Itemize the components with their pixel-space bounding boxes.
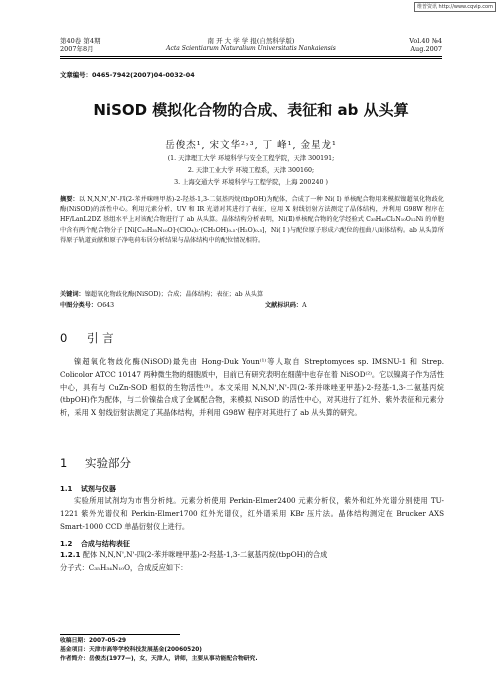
reagents-paragraph: 实验所用试剂均为市售分析纯。元素分析使用 Perkin-Elmer2400 元素分析仪，紫外和红外光谱分别使用 TU-1221 紫外光谱仪和 Perkin-Elmer1700 红外光谱仪，红外谱采用 KBr 压片法。晶体结构测定在 Brucker AXS Smart-1000 CCD 单晶衍射仪上进行。 — [60, 496, 444, 531]
header-rule — [60, 56, 442, 57]
section-experiment-heading — [60, 455, 131, 471]
footnote-fund: 基金项目：天津市高等学校科技发展基金(20060520) — [60, 647, 202, 653]
keywords-text: 镍超氧化物歧化酶(NiSOD)；合成；晶体结构；表征；ab 从头算 — [84, 291, 264, 298]
author-list: 岳俊杰¹, 宋文华²˒³, 丁 峰¹, 金星龙¹ — [165, 140, 337, 151]
section-intro-title: 引 言 — [86, 331, 114, 345]
intro-paragraph: 镍超氧化物歧化酶(NiSOD)最先由 Hong-Duk Youn⁽¹⁾等人取自 Streptomyces sp. IMSNU-1 和 Strep. Colicolor ATCC 10147 两种微生物的细胞质中，目前已有研究表明在细菌中也存在着 NiSOD⁽²⁾。它以镍离子作为活性中心，具有与 CuZn-SOD 相似的生物活性⁽³⁾。本文采用 N,N,N',N'-四(2-苯并咪唑亚甲基)-2-羟基-1,3-二氨基丙烷(tbpOH)作为配体，与二价镍盐合成了金属配合物，来模拟 NiSOD 的活性中心，对其进行了红外、紫外表征和元素分析，采用 X 射线衍射法测定了其晶体结构，并利用 G98W 程序对其进行了 ab 从头算的研究。 — [60, 357, 444, 418]
journal-title-cn: 南 开 大 学 学 报(自然科学版) — [207, 37, 295, 45]
date-en: Aug.2007 — [410, 45, 442, 53]
subsection-1-2-number: 1.2 — [60, 540, 73, 548]
synthesis-heading-1-2-1 — [60, 549, 444, 562]
keywords — [60, 290, 444, 300]
section-intro-number: 0 — [60, 331, 68, 345]
molecular-formula-line: 分子式：C₃₅H₃₄N₁₀O，合成反应如下： — [60, 563, 188, 572]
footnote-author: 作者简介：岳俊杰(1977—)，女，天津人，讲师，主要从事功能配合物研究. — [60, 656, 258, 662]
subsection-1-1-title: 试剂与仪器 — [80, 485, 116, 493]
keywords-label: 关键词： — [60, 291, 85, 298]
classification-row — [60, 301, 444, 311]
footnote-rule — [60, 634, 180, 635]
watermark-stamp: 维普资讯 http://www.cqvip.com — [414, 2, 496, 12]
volume-cn: 第40卷 第4期 — [60, 37, 101, 45]
doc-code-label: 文献标识码： — [265, 302, 303, 309]
section-intro-heading — [60, 330, 114, 346]
volume-en: Vol.40 №4 — [409, 37, 442, 45]
affiliation-1: (1. 天津理工大学 环境科学与安全工程学院，天津 300191; — [167, 155, 335, 162]
affiliation-2: 2. 天津工业大学 环境工程系，天津 300160; — [187, 167, 315, 174]
affiliation-3: 3. 上海交通大学 环境科学与工程学院，上海 200240 ) — [174, 179, 328, 186]
date-cn: 2007年8月 — [60, 45, 94, 53]
footnote-received: 收稿日期：2007-05-29 — [60, 638, 127, 644]
subsection-1-2-1-title: 配体 N,N,N',N'-四(2-苯并咪唑甲基)-2-羟基-1,3-二氨基丙烷(tbpOH)的合成 — [82, 550, 328, 559]
subsection-1-1-number: 1.1 — [60, 485, 73, 493]
subsection-1-2-1-number: 1.2.1 — [60, 550, 81, 559]
abstract — [60, 195, 444, 246]
abstract-text: 以 N,N,N',N'-四(2-苯并咪唑甲基)-2-羟基-1,3-二氨基丙烷(tbpOH)为配体，合成了一种 Ni( Ⅰ) 单核配合物用来模拟镍超氧化物歧化酶(NiSOD)的活性中心。利用元素分析、UV 和 IR 光谱对其进行了表征，应用 X 射线衍射方法测定了晶体结构，并利用 G98W 程序在 HF/LanL2DZ 基组水平上对该配合物进行了 ab 从头算。晶体结构分析表明，Ni(Ⅱ)单核配合物的化学经验式 C₃₅H₄₅Cl₂N₁₀O₁₂Ni 的单胞中含有两个配合物分子 [Ni[C₃₅H₃₅N₁₀O]·(ClO₄)₂·(CH₃OH)₀.₅·(H₂O)₀.₅]，Ni( Ⅰ )与配位原子形成六配位的扭曲八面体结构。ab 从头算所得原子轨道贡献和原子净电荷布居分析结果与晶体结构中的配位情况相符。 — [60, 196, 444, 244]
clc-value: O643 — [97, 302, 115, 309]
section-experiment-title: 实验部分 — [84, 456, 131, 470]
doc-code-value: A — [302, 302, 307, 309]
article-number: 文章编号：0465-7942(2007)04-0032-04 — [60, 71, 195, 79]
abstract-label: 摘要： — [60, 196, 79, 203]
journal-title-en: Acta Scientiarum Naturalium Universitatis Nankaiensis — [166, 45, 336, 52]
subsection-1-1 — [60, 484, 116, 494]
paper-title: NiSOD 模拟化合物的合成、表征和 ab 从头算 — [93, 101, 409, 119]
subsection-1-2-title: 合成与结构表征 — [80, 540, 130, 548]
header-rule-2 — [60, 58, 442, 59]
subsection-1-2 — [60, 539, 130, 549]
section-experiment-number: 1 — [60, 456, 68, 470]
clc-label: 中图分类号： — [60, 302, 98, 309]
